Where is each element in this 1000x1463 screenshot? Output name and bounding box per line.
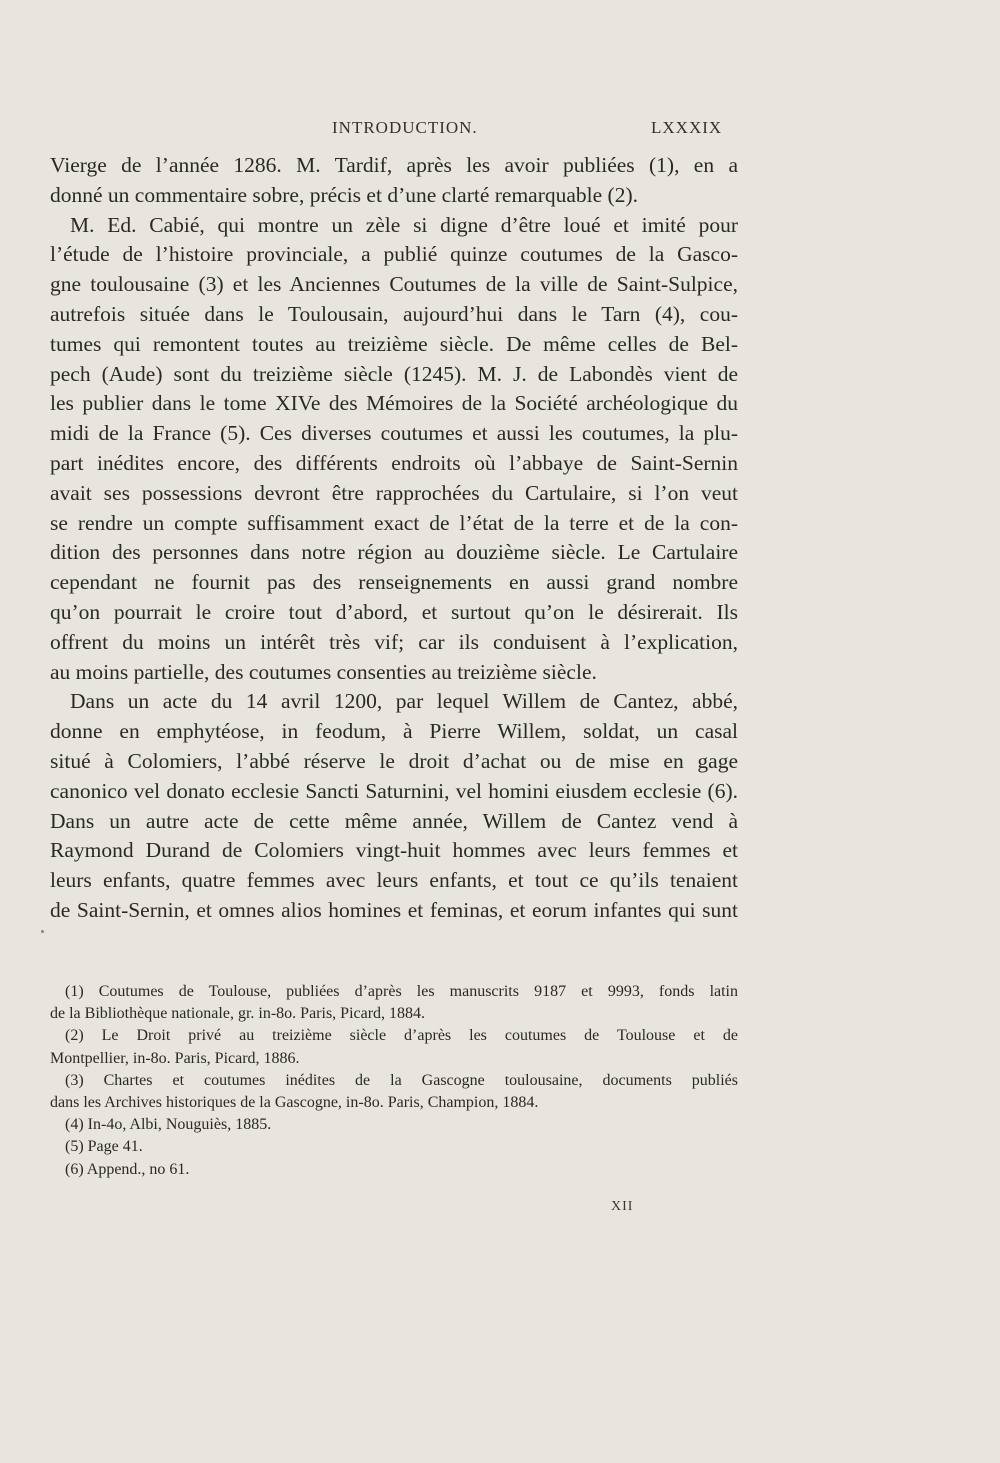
footnotes [50,981,738,1181]
body-line: cependant ne fournit pas des renseignements en aussi grand nombre [50,570,738,595]
body-line: midi de la France (5). Ces diverses coutumes et aussi les coutumes, la plu- [50,421,738,446]
body-line: Vierge de l’année 1286. M. Tardif, après les avoir publiées (1), en a [50,153,738,177]
body-line: au moins partielle, des coutumes consenties au treizième siècle. [50,659,597,684]
body-line: dition des personnes dans notre région au douzième siècle. Le Cartulaire [50,540,738,565]
body-line: de Saint-Sernin, et omnes alios homines et feminas, et eorum infantes qui sunt [50,897,738,922]
body-line: autrefois située dans le Toulousain, aujourd’hui dans le Tarn (4), cou- [50,301,738,326]
signature-mark: XII [611,1199,634,1214]
body-line: part inédites encore, des différents endroits où l’abbaye de Saint-Sernin [50,450,738,475]
body-line: donné un commentaire sobre, précis et d’une clarté remarquable (2). [50,182,639,207]
body-line: avait ses possessions devront être rapprochées du Cartulaire, si l’on veut [50,480,738,505]
body-line: Raymond Durand de Colomiers vingt-huit hommes avec leurs femmes et [50,838,738,863]
footnote-line: (6) Append., no 61. [65,1160,190,1178]
body-line: offrent du moins un intérêt très vif; car ils conduisent à l’explication, [50,629,738,654]
footnote-line: (2) Le Droit privé au treizième siècle d’après les coutumes de Toulouse et de [65,1027,738,1045]
running-head-page-number: LXXXIX [651,118,723,137]
running-head-title: INTRODUCTION. [332,118,478,137]
footnote-line: (3) Chartes et coutumes inédites de la Gascogne toulousaine, documents publiés [65,1071,738,1089]
body-line: donne en emphytéose, in feodum, à Pierre Willem, soldat, un casal [50,719,738,744]
footnote-line: Montpellier, in-8o. Paris, Picard, 1886. [50,1049,300,1067]
body-text [50,151,738,926]
body-line: pech (Aude) sont du treizième siècle (1245). M. J. de Labondès vient de [50,361,738,386]
footnote-line: dans les Archives historiques de la Gascogne, in-8o. Paris, Champion, 1884. [50,1093,539,1111]
body-line: Dans un autre acte de cette même année, Willem de Cantez vend à [50,808,738,833]
body-line: les publier dans le tome XIVe des Mémoires de la Société archéologique du [50,391,738,416]
margin-mark [41,930,44,933]
body-line: tumes qui remontent toutes au treizième siècle. De même celles de Bel- [50,331,738,356]
footnote-line: (1) Coutumes de Toulouse, publiées d’après les manuscrits 9187 et 9993, fonds latin [65,983,738,1000]
body-line: situé à Colomiers, l’abbé réserve le droit d’achat ou de mise en gage [50,748,738,773]
body-line: se rendre un compte suffisamment exact de l’état de la terre et de la con- [50,510,738,535]
body-line: gne toulousaine (3) et les Anciennes Coutumes de la ville de Saint-Sulpice, [50,272,738,297]
body-line: M. Ed. Cabié, qui montre un zèle si digne d’être loué et imité pour [70,212,738,237]
body-line: qu’on pourrait le croire tout d’abord, et surtout qu’on le désirerait. Ils [50,599,738,624]
footnote-line: (4) In-4o, Albi, Nouguiès, 1885. [65,1116,272,1134]
body-line: Dans un acte du 14 avril 1200, par lequel Willem de Cantez, abbé, [70,689,738,714]
body-line: leurs enfants, quatre femmes avec leurs enfants, et tout ce qu’ils tenaient [50,868,738,893]
footnote-line: de la Bibliothèque nationale, gr. in-8o. Paris, Picard, 1884. [50,1005,426,1023]
body-line: canonico vel donato ecclesie Sancti Saturnini, vel homini eiusdem ecclesie (6). [50,778,738,803]
footnote-line: (5) Page 41. [65,1138,143,1156]
body-line: l’étude de l’histoire provinciale, a publié quinze coutumes de la Gasco- [50,242,738,267]
